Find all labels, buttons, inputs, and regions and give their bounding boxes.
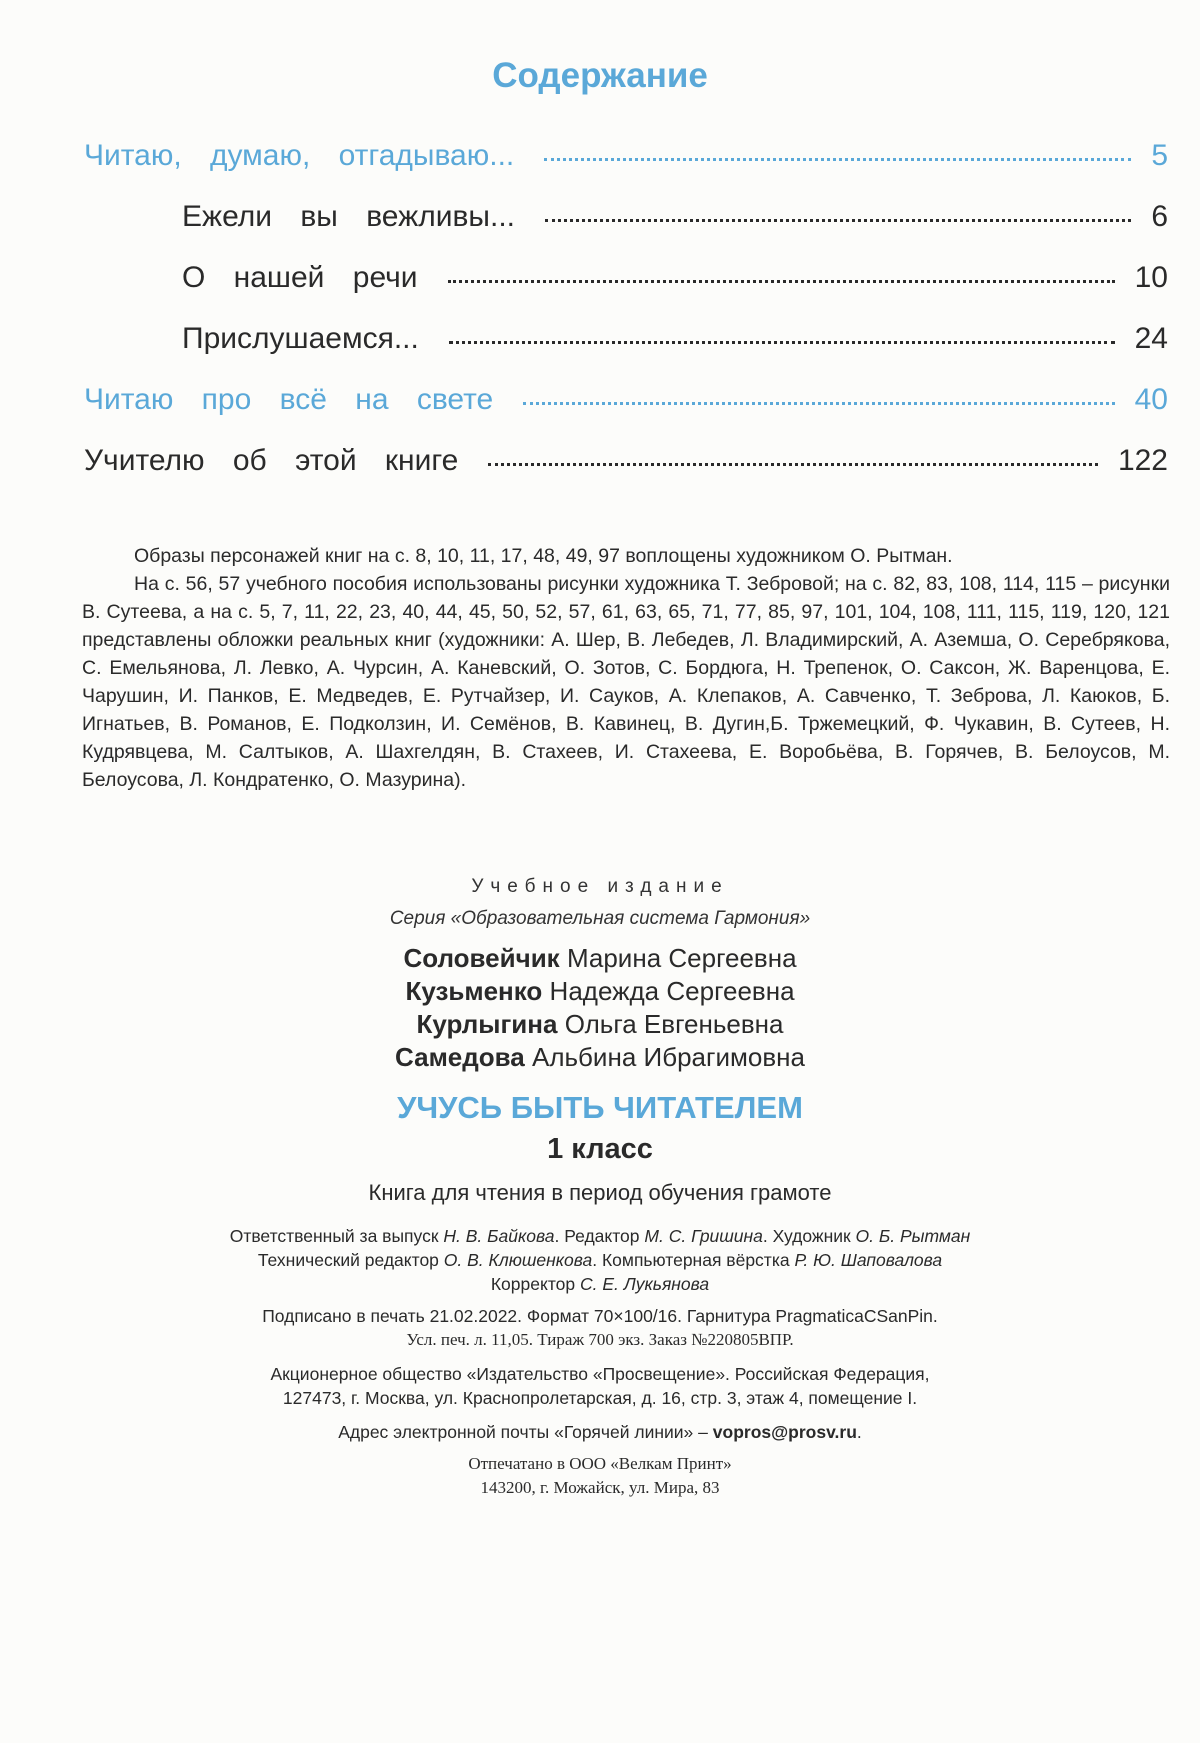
toc-leader-dots: [449, 341, 1115, 344]
email-label: Адрес электронной почты «Горячей линии» –: [338, 1422, 708, 1442]
toc-entry-page: 5: [1151, 139, 1168, 172]
staff-name: М. С. Гришина: [644, 1226, 763, 1246]
author-names: Альбина Ибрагимовна: [531, 1042, 805, 1072]
book-title: УЧУСЬ БЫТЬ ЧИТАТЕЛЕМ: [397, 1090, 803, 1125]
edition-type: Учебное издание: [471, 876, 729, 897]
toc-leader-dots: [544, 158, 1131, 161]
toc-entry[interactable]: [182, 319, 1168, 359]
author-line: [0, 943, 1200, 974]
print-info: Усл. печ. л. 11,05. Тираж 700 экз. Заказ №220805ВПР.: [406, 1330, 794, 1349]
toc-entry-label: Учителю об этой книге: [84, 444, 459, 477]
toc-entry-label: Прислушаемся...: [182, 322, 419, 355]
staff-name: О. Б. Рытман: [855, 1226, 971, 1246]
author-names: Надежда Сергеевна: [549, 976, 795, 1006]
staff-name: С. Е. Лукьянова: [579, 1274, 710, 1294]
grade-label: 1 класс: [547, 1133, 653, 1165]
staff-role: Компьютерная вёрстка: [601, 1250, 790, 1270]
toc-entry[interactable]: [182, 258, 1168, 298]
toc-title: Содержание: [492, 56, 708, 95]
book-subtitle: Книга для чтения в период обучения грамоте: [368, 1180, 832, 1205]
credits-paragraph: На с. 56, 57 учебного пособия использованы рисунки художника Т. Зебровой; на с. 82, 83, 108, 114, 115 – рисунки В. Сутеева, а на с. 5, 7, 11, 22, 23, 40, 44, 45, 50, 52, 57, 61, 63, 65, 71, 77, 85, 97, 101, 104, 108, 111, 115, 119, 120, 121 представлены обложки реальных книг (художники: А. Шер, В. Лебедев, Л. Владимирский, А. Аземша, О. Серебрякова, С. Емельянова, Л. Левко, А. Чурсин, А. Каневский, О. Зотов, С. Бордюга, Н. Трепенок, О. Саксон, Ж. Варенцова, Е. Чарушин, И. Панков, Е. Медведев, Е. Рутчайзер, И. Сауков, А. Клепаков, А. Савченко, Т. Зеброва, Л. Каюков, Б. Игнатьев, В. Романов, Е. Подколзин, И. Семёнов, В. Кавинец, В. Дугин,Б. Тржемецкий, Ф. Чукавин, В. Сутеев, Н. Кудрявцева, М. Салтыков, А. Шахгелдян, В. Стахеев, И. Стахеева, Е. Воробьёва, В. Горячев, В. Белоусов, М. Белоусова, Л. Кондратенко, О. Мазурина).: [82, 573, 1170, 791]
toc-entry[interactable]: [84, 136, 1168, 176]
illustration-credits: [82, 542, 1170, 794]
staff-role: Ответственный за выпуск: [229, 1226, 439, 1246]
staff-name: О. В. Клюшенкова: [443, 1250, 593, 1270]
toc-leader-dots: [488, 463, 1098, 466]
author-surname: Кузьменко: [405, 976, 543, 1006]
toc-leader-dots: [523, 402, 1114, 405]
staff-role: Художник: [772, 1226, 851, 1246]
publisher-info: 127473, г. Москва, ул. Краснопролетарская, д. 16, стр. 3, этаж 4, помещение I.: [282, 1388, 918, 1408]
toc-entry[interactable]: [84, 380, 1168, 420]
staff-name: Н. В. Байкова: [443, 1226, 555, 1246]
author-line: [0, 1009, 1200, 1040]
staff-line: [0, 1272, 1200, 1296]
toc-entry[interactable]: [84, 441, 1168, 481]
publisher-info: Акционерное общество «Издательство «Просвещение». Российская Федерация,: [270, 1364, 930, 1384]
author-line: [0, 1042, 1200, 1073]
series-line: Серия «Образовательная система Гармония»: [389, 908, 811, 929]
staff-line: Ответственный за выпуск Н. В. Байкова. Редактор М. С. Гришина. Художник О. Б. Рытман: [229, 1226, 971, 1246]
author-names: Марина Сергеевна: [566, 943, 797, 973]
toc-entry-page: 24: [1134, 322, 1168, 355]
staff-line: Технический редактор О. В. Клюшенкова. Компьютерная вёрстка Р. Ю. Шаповалова: [257, 1250, 943, 1270]
toc-entry-label: Ежели вы вежливы...: [182, 200, 515, 233]
toc-entry[interactable]: [182, 197, 1168, 237]
author-surname: Самедова: [395, 1042, 525, 1072]
email-link[interactable]: vopros@prosv.ru: [712, 1422, 857, 1442]
print-info: Подписано в печать 21.02.2022. Формат 70×100/16. Гарнитура PragmaticaCSanPin.: [262, 1306, 938, 1326]
toc-leader-dots: [448, 280, 1115, 283]
staff-role: Редактор: [564, 1226, 640, 1246]
toc-leader-dots: [545, 219, 1131, 222]
author-surname: Курлыгина: [416, 1009, 558, 1039]
toc-entry-label: О нашей речи: [182, 261, 418, 294]
author-surname: Соловейчик: [403, 943, 560, 973]
author-names: Ольга Евгеньевна: [564, 1009, 784, 1039]
printer-info: 143200, г. Можайск, ул. Мира, 83: [480, 1478, 720, 1497]
staff-role: Корректор: [490, 1274, 576, 1294]
toc-entry-label: Читаю, думаю, отгадываю...: [84, 139, 515, 172]
toc-entry-page: 6: [1151, 200, 1168, 233]
staff-role: Технический редактор: [257, 1250, 439, 1270]
toc-entry-page: 40: [1134, 383, 1168, 416]
staff-name: Р. Ю. Шаповалова: [794, 1250, 943, 1270]
author-line: [0, 976, 1200, 1007]
email-line: Адрес электронной почты «Горячей линии» – vopros@prosv.ru.: [338, 1422, 862, 1442]
printer-info: Отпечатано в ООО «Велкам Принт»: [468, 1454, 732, 1473]
toc-entry-label: Читаю про всё на свете: [84, 383, 494, 416]
credits-paragraph: Образы персонажей книг на с. 8, 10, 11, 17, 48, 49, 97 воплощены художником О. Рытман.: [134, 545, 953, 567]
toc-entry-page: 122: [1117, 444, 1168, 477]
toc-entry-page: 10: [1134, 261, 1168, 294]
